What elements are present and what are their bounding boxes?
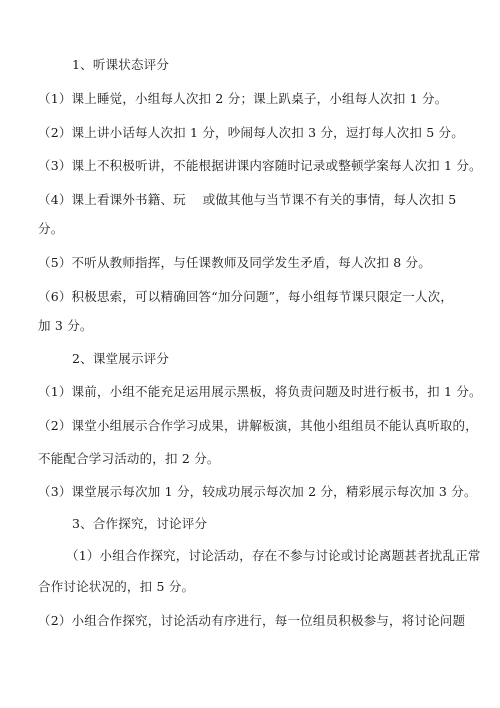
rule-item-2-2-continued: 不能配合学习活动的，扣 2 分。 <box>38 451 220 466</box>
rule-item-1-6: （6）积极思索，可以精确回答“加分问题”，每小组每节课只限定一人次， <box>38 289 454 304</box>
rule-item-1-4-continued: 分。 <box>38 221 64 236</box>
rule-item-3-2: （2）小组合作探究，讨论活动有序进行，每一位组员积极参与，将讨论问题 <box>38 613 466 628</box>
rule-item-3-1: （1）小组合作探究，讨论活动，存在不参与讨论或讨论离题甚者扰乱正常 <box>66 548 481 563</box>
section-heading-listening: 1、听课状态评分 <box>72 57 170 72</box>
rule-item-1-5: （5）不听从教师指挥，与任课教师及同学发生矛盾，每人次扣 8 分。 <box>38 255 431 270</box>
rule-item-1-2: （2）课上讲小话每人次扣 1 分，吵闹每人次扣 3 分，逗打每人次扣 5 分。 <box>38 125 464 140</box>
section-heading-cooperation: 3、合作探究，讨论评分 <box>72 516 208 531</box>
section-heading-presentation: 2、课堂展示评分 <box>72 351 170 366</box>
rule-item-2-2: （2）课堂小组展示合作学习成果，讲解板演，其他小组组员不能认真听取的， <box>38 418 478 433</box>
rule-item-2-1: （1）课前，小组不能充足运用展示黑板，将负责问题及时进行板书，扣 1 分。 <box>38 384 482 399</box>
rule-item-2-3: （3）课堂展示每次加 1 分，较成功展示每次加 2 分，精彩展示每次加 3 分。 <box>38 484 477 499</box>
rule-item-1-1: （1）课上睡觉，小组每人次扣 2 分；课上趴桌子，小组每人次扣 1 分。 <box>38 91 448 106</box>
rule-item-3-1-continued: 合作讨论状况的，扣 5 分。 <box>38 579 195 594</box>
rule-item-1-3: （3）课上不积极听讲，不能根据讲课内容随时记录或整顿学案每人次扣 1 分。 <box>38 158 482 173</box>
rule-item-1-6-continued: 加 3 分。 <box>38 318 93 333</box>
rule-item-1-4: （4）课上看课外书籍、玩 或做其他与当节课不有关的事情，每人次扣 5 <box>38 192 457 207</box>
